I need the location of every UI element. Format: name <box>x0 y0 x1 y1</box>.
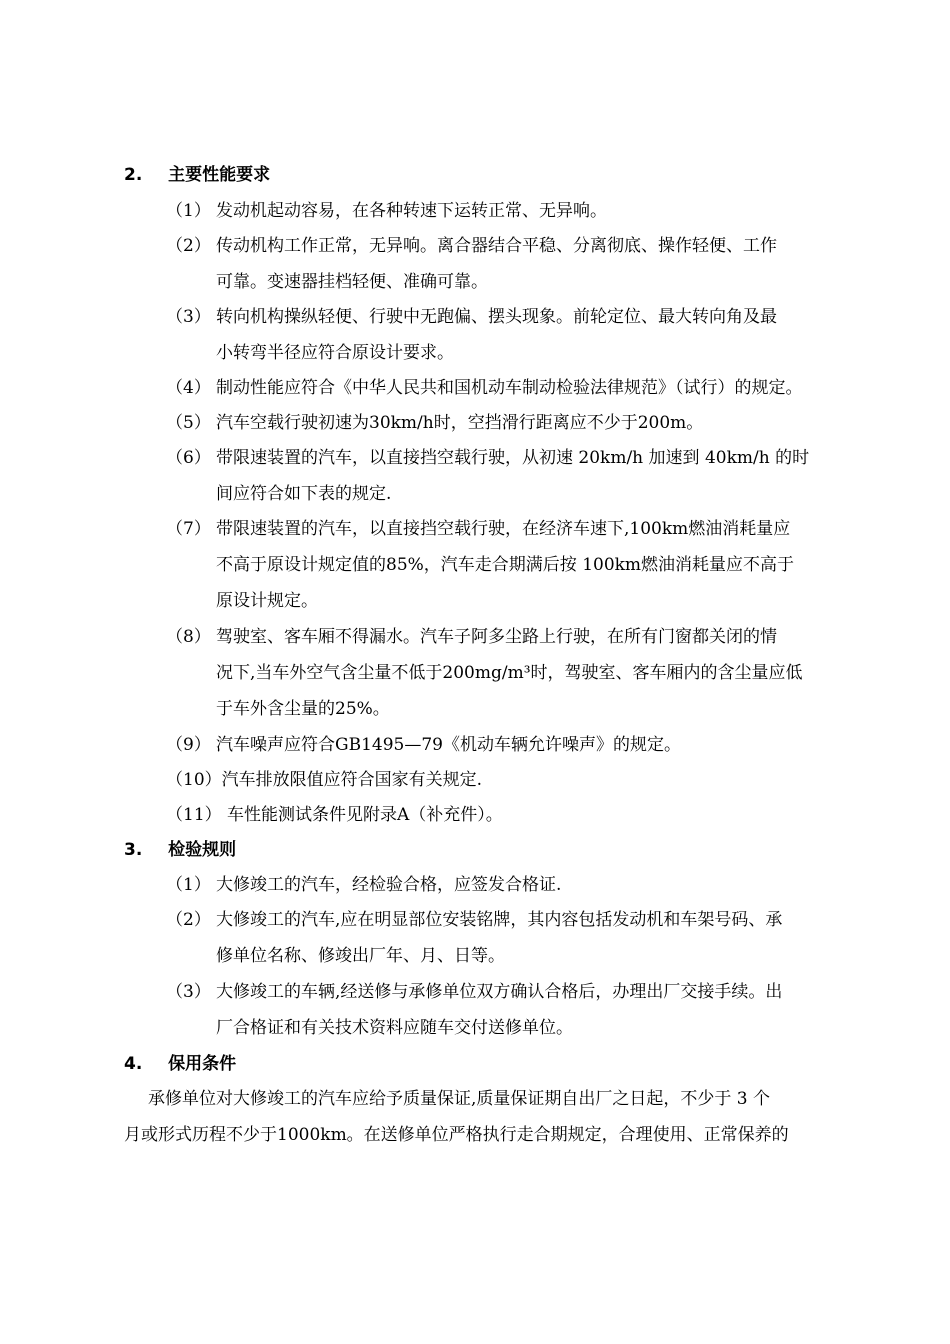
section-4-title: 保用条件 <box>168 1054 237 1074</box>
item-text: 原设计规定。 <box>216 591 318 611</box>
item-number: （3） <box>166 307 211 327</box>
section-4-number: 4. <box>124 1054 143 1074</box>
item-number: （2） <box>166 910 211 930</box>
item-number: （3） <box>166 982 211 1002</box>
item-number: （7） <box>166 519 211 539</box>
section-2-title: 主要性能要求 <box>168 165 271 185</box>
item-text: 大修竣工的车辆,经送修与承修单位双方确认合格后，办理出厂交接手续。出 <box>216 982 783 1002</box>
item-text: 大修竣工的汽车,应在明显部位安装铭牌，其内容包括发动机和车架号码、承 <box>216 910 783 930</box>
item-text: 转向机构操纵轻便、行驶中无跑偏、摆头现象。前轮定位、最大转向角及最 <box>216 307 777 327</box>
item-number: （1） <box>166 875 211 895</box>
item-text: 汽车噪声应符合GB1495—79《机动车辆允许噪声》的规定。 <box>216 735 681 755</box>
item-number: （5） <box>166 413 211 433</box>
item-text: 可靠。变速器挂档轻便、准确可靠。 <box>216 272 488 292</box>
item-text: （11） 车性能测试条件见附录A（补充件）。 <box>166 805 503 825</box>
paragraph-line: 月或形式历程不少于1000km。在送修单位严格执行走合期规定，合理使用、正常保养的 <box>124 1125 789 1145</box>
item-text: 发动机起动容易，在各种转速下运转正常、无异响。 <box>216 201 607 221</box>
item-text: 间应符合如下表的规定. <box>216 484 392 504</box>
item-number: （9） <box>166 735 211 755</box>
item-text: 修单位名称、修竣出厂年、月、日等。 <box>216 946 505 966</box>
item-text: （10）汽车排放限值应符合国家有关规定. <box>166 770 483 790</box>
section-2-heading <box>124 163 270 187</box>
item-text: 传动机构工作正常，无异响。离合器结合平稳、分离彻底、操作轻便、工作 <box>216 236 777 256</box>
item-number: （8） <box>166 627 211 647</box>
item-text: 大修竣工的汽车，经检验合格，应签发合格证. <box>216 875 562 895</box>
section-2-number: 2. <box>124 165 143 185</box>
section-3-title: 检验规则 <box>168 840 237 860</box>
section-3-heading <box>124 838 236 862</box>
item-text: 小转弯半径应符合原设计要求。 <box>216 343 454 363</box>
item-number: （6） <box>166 448 211 468</box>
item-text: 制动性能应符合《中华人民共和国机动车制动检验法律规范》（试行）的规定。 <box>216 378 803 398</box>
section-4-heading <box>124 1052 236 1076</box>
item-number: （2） <box>166 236 211 256</box>
item-number: （4） <box>166 378 211 398</box>
item-text: 厂合格证和有关技术资料应随车交付送修单位。 <box>216 1018 573 1038</box>
item-text: 汽车空载行驶初速为30km/h时，空挡滑行距离应不少于200m。 <box>216 413 704 433</box>
item-text: 况下,当车外空气含尘量不低于200mg/m³时，驾驶室、客车厢内的含尘量应低 <box>216 663 803 683</box>
item-text: 驾驶室、客车厢不得漏水。汽车子阿多尘路上行驶，在所有门窗都关闭的情 <box>216 627 777 647</box>
section-3-number: 3. <box>124 840 143 860</box>
paragraph-line: 承修单位对大修竣工的汽车应给予质量保证,质量保证期自出厂之日起，不少于 3 个 <box>148 1089 771 1109</box>
item-text: 带限速装置的汽车，以直接挡空载行驶，在经济车速下,100km燃油消耗量应 <box>216 519 791 539</box>
item-number: （1） <box>166 201 211 221</box>
item-text: 不高于原设计规定值的85%，汽车走合期满后按 100km燃油消耗量应不高于 <box>216 555 795 575</box>
item-text: 带限速装置的汽车，以直接挡空载行驶，从初速 20km/h 加速到 40km/h 的时 <box>216 448 810 468</box>
item-text: 于车外含尘量的25%。 <box>216 699 390 719</box>
